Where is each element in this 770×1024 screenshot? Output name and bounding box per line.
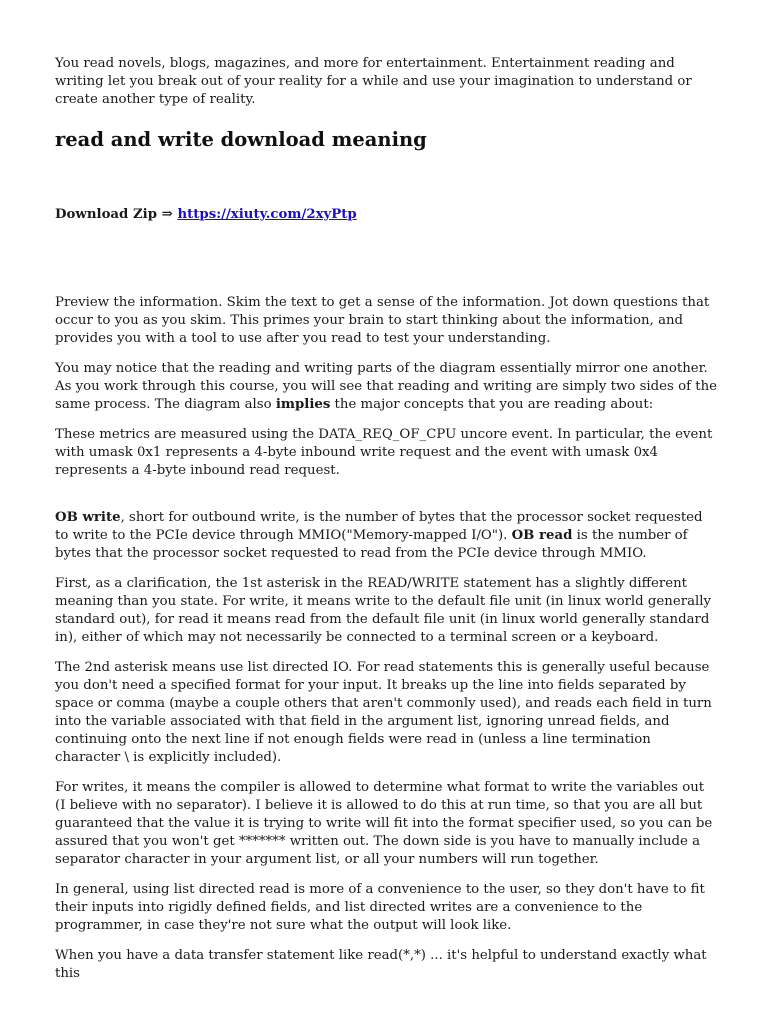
intro-paragraph: You read novels, blogs, magazines, and more for entertainment. Entertainment reading and writing let you break out of your reality for a while and use your imagination to understand or create another type of reality. — [55, 56, 692, 107]
paragraph-diagram-text-b: the major concepts that you are reading about: — [330, 397, 654, 412]
ob-write-text: , short for outbound write, is the number of bytes that the processor socket requested to write to the PCIe device through MMIO("Memory-mapped I/O"). — [55, 510, 703, 543]
ob-write-term: OB write — [55, 510, 121, 525]
paragraph-ob-write — [55, 509, 718, 563]
ob-read-term: OB read — [511, 528, 573, 543]
paragraph-metrics: These metrics are measured using the DATA_REQ_OF_CPU uncore event. In particular, the event with umask 0x1 represents a 4-byte inbound write request and the event with umask 0x4 represents a 4-byte inbound read request. — [55, 427, 713, 478]
document-page — [55, 55, 718, 983]
download-link[interactable]: https://xiuty.com/2xyPtp — [177, 207, 357, 222]
page-title: read and write download meaning — [55, 128, 427, 151]
paragraph-data-transfer: When you have a data transfer statement like read(*,*) ... it's helpful to understand exactly what this — [55, 948, 707, 981]
paragraph-diagram-text-a: You may notice that the reading and writing parts of the diagram essentially mirror one another. As you work through this course, you will see that reading and writing are simply two sides of the same process. The diagram also — [55, 361, 718, 412]
ob-read-text: is the number of bytes that the processor socket requested to read from the PCIe device through MMIO. — [55, 528, 688, 561]
paragraph-general: In general, using list directed read is more of a convenience to the user, so they don't have to fit their inputs into rigidly defined fields, and list directed writes are a convenience to the programmer, in case they're not sure what the output will look like. — [55, 882, 705, 933]
paragraph-asterisk-1: First, as a clarification, the 1st asterisk in the READ/WRITE statement has a slightly different meaning than you state. For write, it means write to the default file unit (in linux world generally standard out), for read it means read from the default file unit (in linux world generally standard in), either of which may not necessarily be connected to a terminal screen or a keyboard. — [55, 576, 712, 645]
paragraph-diagram-bold: implies — [275, 397, 331, 412]
download-label: Download Zip ⇒ — [55, 207, 173, 222]
paragraph-writes: For writes, it means the compiler is allowed to determine what format to write the variables out (I believe with no separator). I believe it is allowed to do this at run time, so that you are all but guaranteed that the value it is trying to write will fit into the format specifier used, so you can be assured that you won't get ******* written out. The down side is you have to manually include a separator character in your argument list, or all your numbers will run together. — [55, 780, 713, 867]
paragraph-asterisk-2: The 2nd asterisk means use list directed IO. For read statements this is generally useful because you don't need a specified format for your input. It breaks up the line into fields separated by space or comma (maybe a couple others that aren't commonly used), and reads each field in turn into the variable associated with that field in the argument list, ignoring unread fields, and continuing onto the next line if not enough fields were read in (unless a line termination character \ is explicitly included). — [55, 660, 712, 765]
download-line — [55, 206, 718, 224]
paragraph-preview: Preview the information. Skim the text to get a sense of the information. Jot down questions that occur to you as you skim. This primes your brain to start thinking about the information, and provides you with a tool to use after you read to test your understanding. — [55, 295, 710, 346]
paragraph-diagram — [55, 360, 718, 414]
